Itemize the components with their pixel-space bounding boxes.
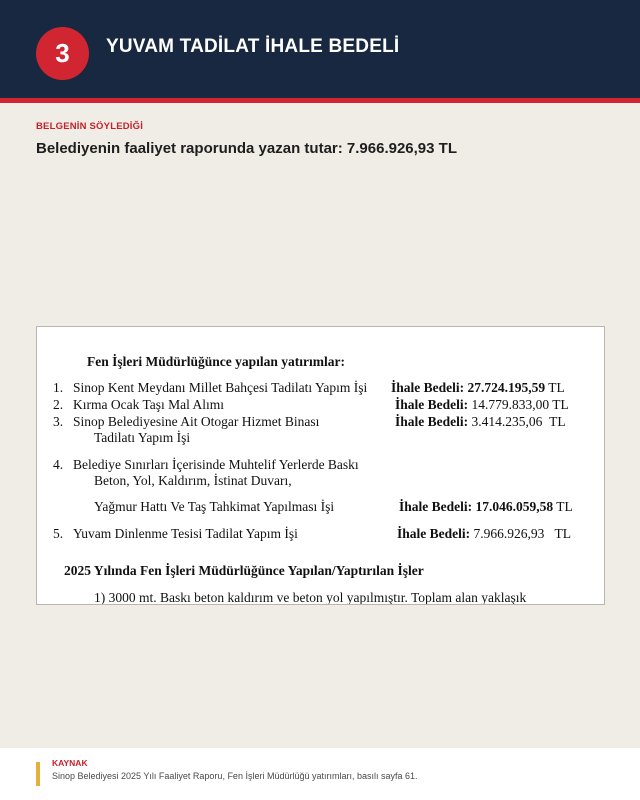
bid-label: İhale Bedeli: <box>391 380 465 395</box>
footer-accent-bar <box>36 762 40 786</box>
page-title: YUVAM TADİLAT İHALE BEDELİ <box>106 36 400 57</box>
section-2-heading: 2025 Yılında Fen İşleri Müdürlüğünce Yapılan/Yaptırılan İşler <box>64 563 424 578</box>
item-1-number: 1. <box>53 380 64 395</box>
currency: TL <box>549 414 566 429</box>
item-2-number: 2. <box>53 397 64 412</box>
item-4-description-cont-2: Yağmur Hattı Ve Taş Tahkimat Yapılması İşi <box>94 499 335 514</box>
item-3-amount: 3.414.235,06 <box>471 414 543 429</box>
item-3-number: 3. <box>53 414 64 429</box>
item-4-number: 4. <box>53 457 64 472</box>
item-4-amount: 17.046.059,58 <box>475 499 554 514</box>
bid-label: İhale Bedeli: <box>397 526 471 541</box>
claim-statement: Belediyenin faaliyet raporunda yazan tutar: 7.966.926,93 TL <box>36 140 457 157</box>
item-2-bid <box>395 397 569 413</box>
bid-label: İhale Bedeli: <box>395 414 469 429</box>
currency: TL <box>548 380 565 395</box>
item-5-amount: 7.966.926,93 <box>473 526 545 541</box>
header-accent-stripe <box>0 98 640 103</box>
item-5-description: Yuvam Dinlenme Tesisi Tadilat Yapım İşi <box>73 526 298 541</box>
document-excerpt <box>36 326 605 605</box>
item-1-amount: 27.724.195,59 <box>467 380 546 395</box>
item-3-bid <box>395 414 566 430</box>
item-3-description-cont: Tadilatı Yapım İşi <box>94 430 191 445</box>
item-3-description: Sinop Belediyesine Ait Otogar Hizmet Binası <box>73 414 320 429</box>
currency: TL <box>554 526 571 541</box>
claim-label: BELGENİN SÖYLEDİĞİ <box>36 121 144 132</box>
item-1-description: Sinop Kent Meydanı Millet Bahçesi Tadilatı Yapım İşi <box>73 380 368 395</box>
source-citation: Sinop Belediyesi 2025 Yılı Faaliyet Raporu, Fen İşleri Müdürlüğü yatırımları, basılı sayfa 61. <box>52 771 418 781</box>
section-number-badge: 3 <box>36 27 89 80</box>
bid-label: İhale Bedeli: <box>395 397 469 412</box>
doc-heading: Fen İşleri Müdürlüğünce yapılan yatırımlar: <box>87 354 345 369</box>
section-2-item-1: 1) 3000 mt. Baskı beton kaldırım ve beton yol yapılmıştır. Toplam alan yaklaşık <box>94 590 527 605</box>
item-2-amount: 14.779.833,00 <box>471 397 550 412</box>
currency: TL <box>552 397 569 412</box>
item-5-number: 5. <box>53 526 64 541</box>
item-4-description-cont: Beton, Yol, Kaldırım, İstinat Duvarı, <box>94 473 292 488</box>
item-1-bid <box>391 380 565 396</box>
item-4-bid <box>399 499 573 515</box>
bid-label: İhale Bedeli: <box>399 499 473 514</box>
item-4-description: Belediye Sınırları İçerisinde Muhtelif Yerlerde Baskı <box>73 457 359 472</box>
source-label: KAYNAK <box>52 758 88 768</box>
currency: TL <box>556 499 573 514</box>
item-2-description: Kırma Ocak Taşı Mal Alımı <box>73 397 225 412</box>
item-5-bid <box>397 526 571 542</box>
